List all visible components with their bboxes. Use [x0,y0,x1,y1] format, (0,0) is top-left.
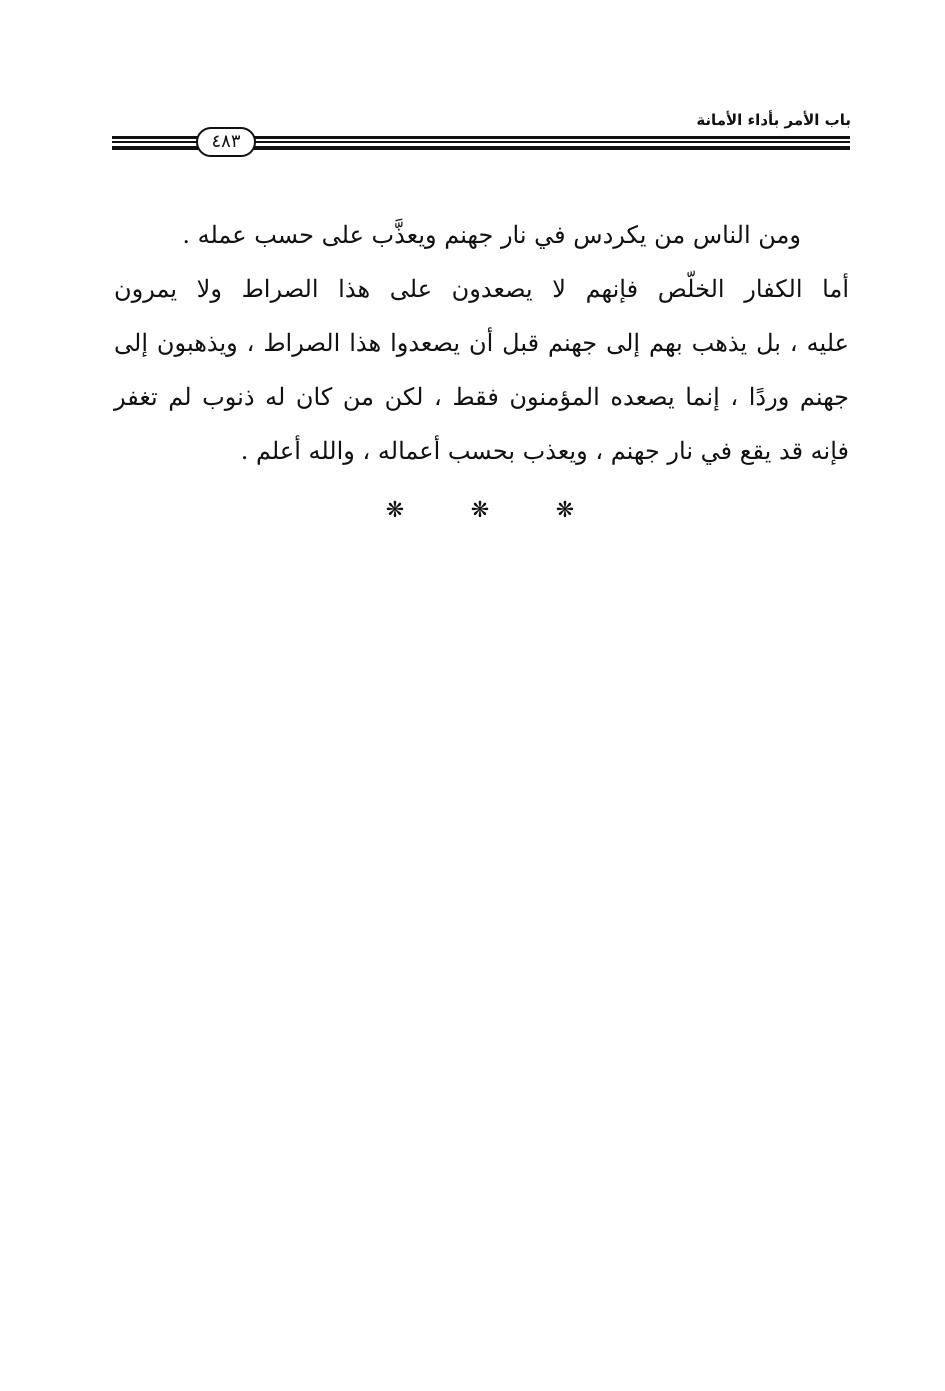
body-text [114,208,849,478]
header-rule-right-top [254,136,850,139]
text-line-3: عليه ، بل يذهب بهم إلى جهنم قبل أن يصعدوا هذا الصراط ، ويذهبون إلى [114,329,849,357]
header-rule-right-mid [254,141,850,143]
star-icon: ❋ [470,498,490,523]
star-icon: ❋ [385,498,405,523]
header-rule-left-top [112,136,198,139]
page-number-frame [196,127,256,157]
text-line-2: أما الكفار الخلّص فإنهم لا يصعدون على هذا الصراط ولا يمرون [114,275,849,303]
star-icon: ❋ [555,498,575,523]
section-separator [380,496,580,526]
text-line-5: فإنه قد يقع في نار جهنم ، ويعذب بحسب أعماله ، والله أعلم . [240,437,849,465]
header-rule-left-bottom [112,146,198,150]
running-title: باب الأمر بأداء الأمانة [696,111,851,129]
header-rule-left-mid [112,141,198,143]
text-line-1: ومن الناس من يكردس في نار جهنم ويعذَّب على حسب عمله . [182,221,801,249]
page-number: ٤٨٣ [211,131,241,152]
text-line-4: جهنم وردًا ، إنما يصعده المؤمنون فقط ، لكن من كان له ذنوب لم تغفر [114,383,850,411]
header-rule-right-bottom [254,146,850,150]
